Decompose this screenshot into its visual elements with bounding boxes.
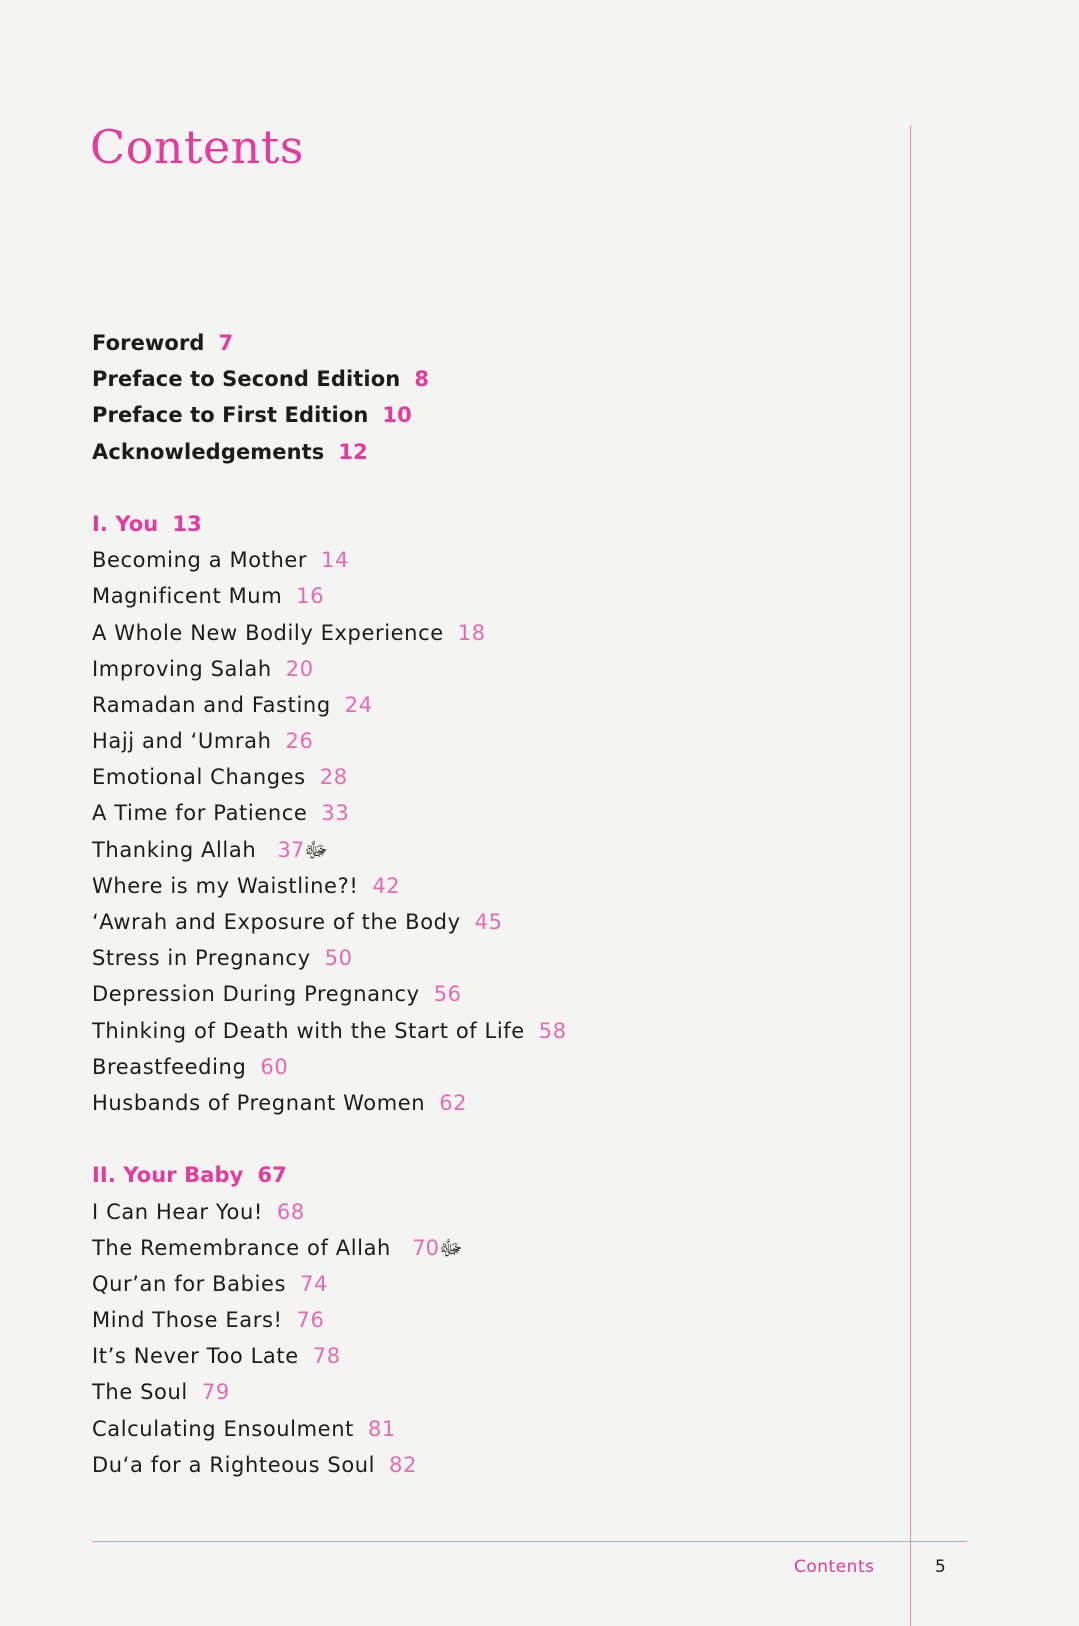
- entry-page: 82: [389, 1452, 418, 1477]
- page-number: 5: [935, 1557, 946, 1577]
- toc-entry[interactable]: [92, 434, 567, 470]
- entry-page: 20: [285, 656, 314, 681]
- entry-label: Husbands of Pregnant Women: [92, 1090, 426, 1115]
- entry-label: It’s Never Too Late: [92, 1344, 299, 1369]
- entry-label: Calculating Ensoulment: [92, 1416, 354, 1441]
- section-heading[interactable]: [92, 1157, 567, 1193]
- entry-label: Depression During Pregnancy: [92, 982, 420, 1007]
- table-of-contents: [92, 325, 567, 1483]
- entry-page: 62: [439, 1090, 468, 1115]
- toc-entry[interactable]: [92, 542, 567, 578]
- entry-label: Du‘a for a Righteous Soul: [92, 1452, 376, 1477]
- toc-entry[interactable]: [92, 1266, 567, 1302]
- section-your-baby: [92, 1157, 567, 1483]
- entry-page: 81: [367, 1416, 396, 1441]
- entry-label: Thinking of Death with the Start of Life: [92, 1018, 525, 1043]
- entry-label: Becoming a Mother: [92, 548, 308, 573]
- entry-page: 60: [260, 1054, 289, 1079]
- entry-page: 24: [344, 692, 373, 717]
- entry-label: ‘Awrah and Exposure of the Body: [92, 910, 461, 934]
- entry-page: 37: [277, 837, 305, 862]
- section-label: II. Your Baby: [92, 1163, 244, 1188]
- vertical-rule: [910, 125, 911, 1626]
- entry-label: The Remembrance of Allah ﷻ: [92, 1235, 463, 1260]
- entry-page: 8: [414, 367, 430, 392]
- toc-entry[interactable]: [92, 1085, 567, 1121]
- entry-label: Foreword: [92, 331, 205, 355]
- entry-label: Magnificent Mum: [92, 584, 283, 609]
- entry-page: 56: [433, 982, 462, 1007]
- entry-page: 58: [538, 1018, 567, 1043]
- entry-label: Hajj and ‘Umrah: [92, 729, 272, 754]
- entry-label: Emotional Changes: [92, 765, 306, 790]
- entry-label: A Whole New Bodily Experience: [92, 620, 444, 645]
- entry-page: 14: [321, 548, 350, 573]
- entry-label: Breastfeeding: [92, 1054, 247, 1079]
- entry-label: Thanking Allah ﷻ: [92, 837, 328, 862]
- entry-label: Mind Those Ears!: [92, 1308, 283, 1333]
- entry-label: A Time for Patience: [92, 801, 308, 826]
- entry-label: Where is my Waistline?!: [92, 873, 359, 898]
- front-matter-list: [92, 325, 567, 470]
- entry-page: 68: [276, 1199, 305, 1224]
- entry-label: Preface to Second Edition: [92, 367, 401, 392]
- entry-page: 76: [296, 1308, 325, 1333]
- entry-page: 26: [285, 729, 314, 754]
- entry-page: 12: [338, 439, 368, 464]
- entry-label: Ramadan and Fasting: [92, 692, 331, 717]
- toc-entry[interactable]: [92, 795, 567, 831]
- entry-label: Improving Salah: [92, 656, 272, 681]
- entry-page: 78: [312, 1344, 341, 1369]
- entry-page: 10: [382, 403, 412, 428]
- toc-entry[interactable]: [92, 832, 567, 868]
- entry-page: 18: [457, 620, 486, 645]
- entry-label: Stress in Pregnancy: [92, 946, 311, 971]
- entry-label: I Can Hear You!: [92, 1199, 263, 1224]
- section-heading[interactable]: [92, 506, 567, 542]
- entry-page: 42: [372, 873, 401, 898]
- toc-entry[interactable]: [92, 904, 567, 940]
- toc-entry[interactable]: [92, 1338, 567, 1374]
- toc-entry[interactable]: [92, 868, 567, 904]
- entry-page: 7: [218, 331, 234, 355]
- toc-entry[interactable]: [92, 651, 567, 687]
- toc-entry[interactable]: [92, 1374, 567, 1410]
- entry-page: 45: [474, 910, 503, 934]
- entry-page: 70: [412, 1235, 439, 1260]
- toc-entry[interactable]: [92, 687, 567, 723]
- entry-page: 16: [296, 584, 325, 609]
- entry-page: 33: [321, 801, 350, 826]
- entry-page: 74: [300, 1271, 328, 1296]
- footer-rule: [92, 1541, 967, 1542]
- entry-page: 50: [324, 946, 353, 971]
- entry-label: Preface to First Edition: [92, 403, 369, 428]
- toc-entry[interactable]: [92, 1013, 567, 1049]
- toc-entry[interactable]: [92, 615, 567, 651]
- toc-entry[interactable]: [92, 940, 567, 976]
- toc-entry[interactable]: [92, 976, 567, 1012]
- section-page: 67: [257, 1163, 287, 1188]
- toc-entry[interactable]: [92, 723, 567, 759]
- entry-page: 79: [201, 1380, 230, 1405]
- entry-label: Acknowledgements: [92, 439, 325, 464]
- section-label: I. You: [92, 511, 159, 536]
- section-you: [92, 506, 567, 1121]
- entry-label: Qur’an for Babies: [92, 1271, 287, 1296]
- page-title: Contents: [90, 120, 304, 174]
- toc-entry[interactable]: [92, 759, 567, 795]
- entry-page: 28: [319, 765, 348, 790]
- footer-section-label: Contents: [794, 1557, 875, 1577]
- toc-entry[interactable]: [92, 1230, 567, 1266]
- toc-entry[interactable]: [92, 1049, 567, 1085]
- section-page: 13: [172, 511, 202, 536]
- toc-entry[interactable]: [92, 397, 567, 433]
- toc-entry[interactable]: [92, 578, 567, 614]
- entry-label: The Soul: [92, 1380, 188, 1405]
- toc-entry[interactable]: [92, 325, 567, 361]
- toc-entry[interactable]: [92, 1302, 567, 1338]
- toc-entry[interactable]: [92, 1411, 567, 1447]
- toc-entry[interactable]: [92, 1194, 567, 1230]
- toc-entry[interactable]: [92, 361, 567, 397]
- toc-entry[interactable]: [92, 1447, 567, 1483]
